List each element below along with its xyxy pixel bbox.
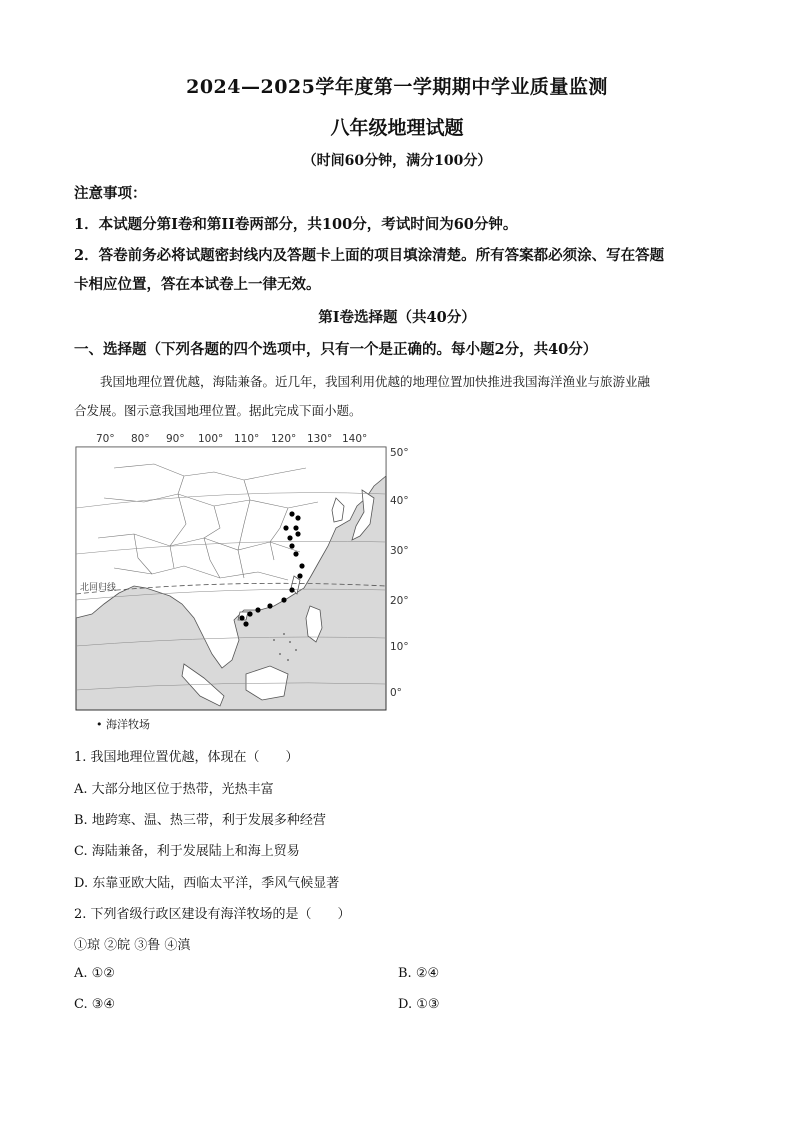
lat-label: 40° [390, 495, 409, 507]
exam-subtitle: 八年级地理试题 [330, 117, 464, 139]
question-2-stem: 2. 下列省级行政区建设有海洋牧场的是（ ） [74, 907, 351, 922]
lon-label: 90° [166, 433, 185, 445]
ocean-ranch-dot [295, 531, 300, 536]
lat-label: 30° [390, 545, 409, 557]
legend-dot-icon: • [96, 718, 103, 731]
lon-label: 110° [234, 433, 260, 445]
question-1-option-c: C. 海陆兼备，利于发展陆上和海上贸易 [74, 844, 300, 859]
ocean-ranch-dot [281, 597, 286, 602]
lon-label: 120° [271, 433, 297, 445]
ocean-ranch-dot [243, 621, 248, 626]
time-note: （时间60分钟，满分100分） [302, 153, 492, 169]
ocean-ranch-dot [293, 525, 298, 530]
question-2-items: ①琼 ②皖 ③鲁 ④滇 [74, 938, 191, 953]
china-location-map [74, 428, 420, 718]
question-2-option-c: C. ③④ [74, 997, 116, 1012]
lat-label: 50° [390, 447, 409, 459]
notes-heading: 注意事项： [74, 185, 147, 202]
question-1-option-b: B. 地跨寒、温、热三带，利于发展多种经营 [74, 813, 326, 828]
note-item-2-line-1: 2．答卷前务必将试题密封线内及答题卡上面的项目填涂清楚。所有答案都必须涂、写在答题 [74, 247, 665, 264]
lon-label: 70° [96, 433, 115, 445]
question-2-option-b: B. ②④ [398, 966, 440, 981]
tropic-label: 北回归线 [80, 583, 117, 593]
section-title: 第Ⅰ卷选择题（共40分） [318, 309, 476, 326]
ocean-ranch-dot [299, 563, 304, 568]
ocean-ranch-dot [255, 607, 260, 612]
lon-label: 100° [198, 433, 224, 445]
ocean-ranch-dot [287, 535, 292, 540]
question-1-option-d: D. 东靠亚欧大陆，西临太平洋，季风气候显著 [74, 876, 340, 891]
ocean-ranch-dot [295, 515, 300, 520]
lat-label: 20° [390, 595, 409, 607]
note-item-2-line-2: 卡相应位置，答在本试卷上一律无效。 [74, 276, 321, 293]
passage-line-2: 合发展。图示意我国地理位置。据此完成下面小题。 [74, 403, 362, 418]
map-legend [96, 716, 150, 732]
lon-label: 140° [342, 433, 368, 445]
note-item-1: 1．本试题分第Ⅰ卷和第II卷两部分，共100分，考试时间为60分钟。 [74, 216, 518, 233]
lon-label: 130° [307, 433, 333, 445]
question-2-option-d: D. ①③ [398, 997, 440, 1012]
question-2-option-a: A. ①② [74, 966, 115, 981]
map-svg [74, 428, 420, 718]
ocean-ranch-dot [247, 611, 252, 616]
ocean-ranch-dot [289, 587, 294, 592]
lon-label: 80° [131, 433, 150, 445]
passage-line-1: 我国地理位置优越，海陆兼备。近几年，我国利用优越的地理位置加快推进我国海洋渔业与旅游业融 [100, 374, 651, 389]
ocean-ranch-dot [289, 511, 294, 516]
ocean-ranch-dot [289, 543, 294, 548]
ocean-ranch-dot [283, 525, 288, 530]
lat-label: 0° [390, 687, 402, 699]
ocean-ranch-dot [239, 615, 244, 620]
part-one-heading: 一、选择题（下列各题的四个选项中，只有一个是正确的。每小题2分，共40分） [74, 341, 598, 358]
ocean-ranch-dot [293, 551, 298, 556]
question-1-option-a: A. 大部分地区位于热带，光热丰富 [74, 782, 274, 797]
question-1-stem: 1. 我国地理位置优越，体现在（ ） [74, 750, 299, 765]
ocean-ranch-dot [267, 603, 272, 608]
lat-label: 10° [390, 641, 409, 653]
ocean-ranch-dot [297, 573, 302, 578]
legend-label: 海洋牧场 [106, 718, 150, 731]
exam-title: 2024—2025学年度第一学期期中学业质量监测 [186, 76, 608, 98]
